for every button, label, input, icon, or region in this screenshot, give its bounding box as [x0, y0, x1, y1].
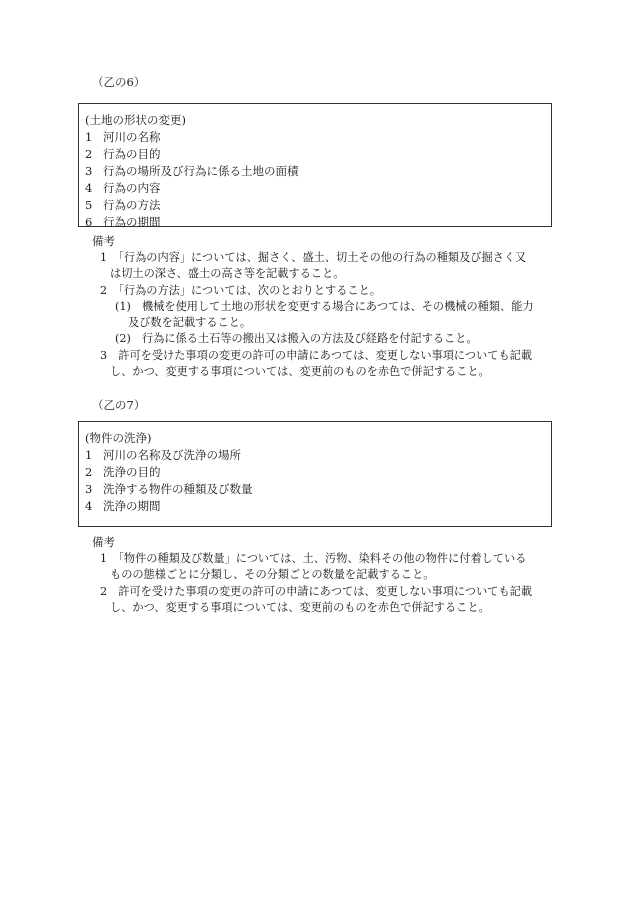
note-line: 2 許可を受けた事項の変更の許可の申請にあつては、変更しない事項についても記載 [100, 584, 533, 598]
box-heading-7: (物件の洗浄) [85, 431, 152, 445]
list-item: 1 河川の名称 [85, 130, 161, 144]
note-line: (2) 行為に係る土石等の搬出又は搬入の方法及び経路を付記すること。 [115, 332, 478, 346]
note-line: ものの態様ごとに分類し、その分類ごとの数量を記載すること。 [110, 568, 435, 582]
item-box-7 [78, 421, 552, 527]
box-heading-6: (土地の形状の変更) [85, 113, 186, 127]
notes-title: 備考 [92, 234, 115, 248]
list-item: 1 河川の名称及び洗浄の場所 [85, 448, 241, 462]
note-line: し、かつ、変更する事項については、変更前のものを赤色で併記すること。 [110, 365, 490, 379]
note-line: 1 「行為の内容」については、掘さく、盛土、切土その他の行為の種類及び掘さく又 [100, 251, 527, 264]
notes-7 [78, 534, 558, 616]
list-item: 3 行為の場所及び行為に係る土地の面積 [85, 164, 299, 178]
note-line: 及び数を記載すること。 [128, 316, 252, 330]
list-item: 6 行為の期間 [85, 215, 161, 229]
section-label-7: （乙の7） [92, 398, 146, 412]
notes-6 [78, 233, 558, 380]
item-box-6 [78, 103, 552, 227]
note-line: し、かつ、変更する事項については、変更前のものを赤色で併記すること。 [110, 600, 490, 614]
list-item: 4 洗浄の期間 [85, 499, 161, 513]
list-item: 3 洗浄する物件の種類及び数量 [85, 482, 253, 496]
note-line: 2 「行為の方法」については、次のとおりとすること。 [100, 283, 381, 297]
note-line: (1) 機械を使用して土地の形状を変更する場合にあつては、その機械の種類、能力 [115, 299, 534, 313]
note-line: 3 許可を受けた事項の変更の許可の申請にあつては、変更しない事項についても記載 [100, 348, 533, 362]
note-line: 1 「物件の種類及び数量」については、土、汚物、染料その他の物件に付着している [100, 552, 527, 565]
section-label-6: （乙の6） [92, 75, 146, 89]
list-item: 2 行為の目的 [85, 147, 161, 161]
list-item: 5 行為の方法 [85, 198, 161, 212]
note-line: は切土の深さ、盛土の高さ等を記載すること。 [110, 267, 345, 281]
notes-title: 備考 [92, 535, 115, 549]
list-item: 2 洗浄の目的 [85, 465, 161, 479]
list-item: 4 行為の内容 [85, 181, 161, 195]
